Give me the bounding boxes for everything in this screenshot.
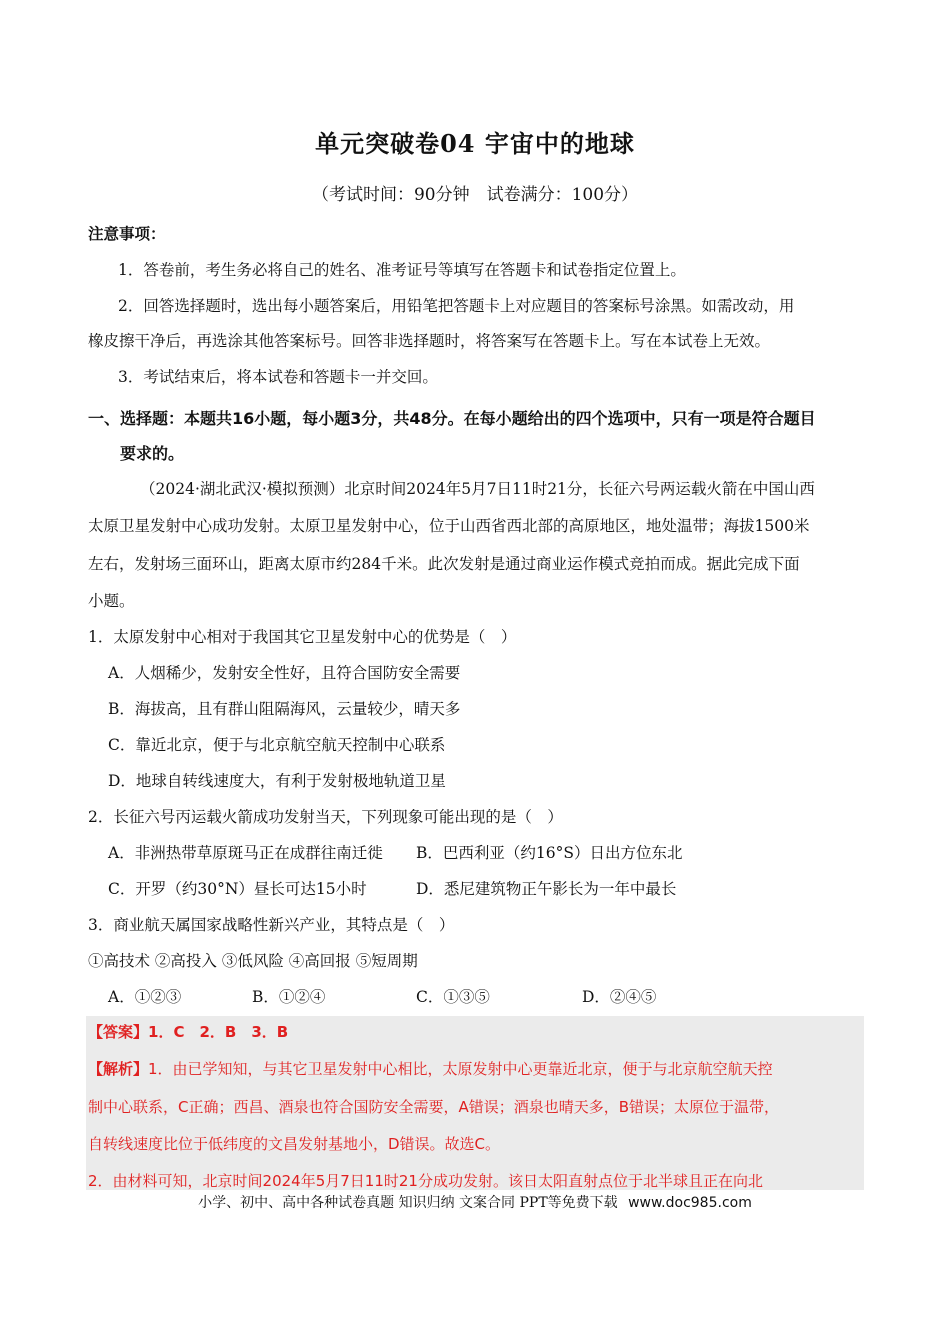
- notice-item-2-line-1: 2．回答选择题时，选出每小题答案后，用铅笔把答题卡上对应题目的答案标号涂黑。如需改动，用: [118, 297, 795, 315]
- question-3-option-b: B．①②④: [252, 988, 326, 1006]
- question-2-stem: 2．长征六号丙运载火箭成功发射当天，下列现象可能出现的是（ ）: [88, 808, 563, 826]
- section-heading-line-2: 要求的。: [120, 444, 185, 463]
- analysis-text-1: 1．由已学知知，与其它卫星发射中心相比，太原发射中心更靠近北京，便于与北京航空航天控: [148, 1060, 773, 1078]
- analysis-line-4: 2．由材料可知，北京时间2024年5月7日11时21分成功发射。该日太阳直射点位于北半球且正在向北: [88, 1172, 763, 1190]
- page-title: 单元突破卷04 宇宙中的地球: [315, 129, 635, 158]
- page-footer: [0, 1192, 950, 1212]
- section-heading-line-1: 一、选择题：本题共16小题，每小题3分，共48分。在每小题给出的四个选项中，只有一项是符合题目: [88, 409, 816, 428]
- question-2-option-a: A．非洲热带草原斑马正在成群往南迁徙: [108, 844, 383, 862]
- exam-info: （考试时间：90分钟 试卷满分：100分）: [311, 185, 639, 205]
- question-1-option-a: A．人烟稀少，发射安全性好，且符合国防安全需要: [108, 664, 461, 682]
- question-1-option-b: B．海拔高，且有群山阻隔海风，云量较少，晴天多: [108, 700, 461, 718]
- question-3-option-a: A．①②③: [108, 988, 182, 1006]
- footer-url[interactable]: www.doc985.com: [628, 1195, 752, 1211]
- analysis-line-2: 制中心联系，C正确；西昌、酒泉也符合国防安全需要，A错误；酒泉也晴天多，B错误；太原位于温带，: [88, 1098, 780, 1116]
- footer-text: 小学、初中、高中各种试卷真题 知识归纳 文案合同 PPT等免费下载: [198, 1195, 618, 1211]
- notice-item-3: 3．考试结束后，将本试卷和答题卡一并交回。: [118, 368, 438, 386]
- passage-line-4: 小题。: [88, 592, 135, 610]
- passage-line-2: 太原卫星发射中心成功发射。太原卫星发射中心，位于山西省西北部的高原地区，地处温带；海拔1500米: [88, 517, 810, 535]
- analysis-line-1: [88, 1058, 773, 1079]
- question-2-option-b: B．巴西利亚（约16°S）日出方位东北: [416, 844, 683, 862]
- notice-heading: 注意事项：: [88, 224, 166, 243]
- notice-item-2-line-2: 橡皮擦干净后，再选涂其他答案标号。回答非选择题时，将答案写在答题卡上。写在本试卷上无效。: [88, 332, 771, 350]
- analysis-line-3: 自转线速度比位于低纬度的文昌发射基地小，D错误。故选C。: [88, 1135, 501, 1153]
- notice-item-1: 1．答卷前，考生务必将自己的姓名、准考证号等填写在答题卡和试卷指定位置上。: [118, 261, 686, 279]
- question-2-option-c: C．开罗（约30°N）昼长可达15小时: [108, 880, 367, 898]
- analysis-label: 【解析】: [88, 1060, 149, 1078]
- question-3-option-c: C．①③⑤: [416, 988, 490, 1006]
- answer-line: [88, 1021, 288, 1042]
- passage-line-1: （2024·湖北武汉·模拟预测）北京时间2024年5月7日11时21分，长征六号两运载火箭在中国山西: [140, 480, 815, 498]
- passage-line-3: 左右，发射场三面环山，距离太原市约284千米。此次发射是通过商业运作模式竞拍而成。据此完成下面: [88, 555, 800, 573]
- question-3-items: ①高技术 ②高投入 ③低风险 ④高回报 ⑤短周期: [88, 952, 418, 970]
- question-2-option-d: D．悉尼建筑物正午影长为一年中最长: [416, 880, 677, 898]
- answer-label: 【答案】: [88, 1023, 149, 1041]
- question-1-option-c: C．靠近北京，便于与北京航空航天控制中心联系: [108, 736, 446, 754]
- question-3-option-d: D．②④⑤: [582, 988, 657, 1006]
- question-1-option-d: D．地球自转线速度大，有利于发射极地轨道卫星: [108, 772, 446, 790]
- question-1-stem: 1．太原发射中心相对于我国其它卫星发射中心的优势是（ ）: [88, 628, 517, 646]
- answer-text: 1．C 2．B 3．B: [148, 1023, 289, 1041]
- question-3-stem: 3．商业航天属国家战略性新兴产业，其特点是（ ）: [88, 916, 455, 934]
